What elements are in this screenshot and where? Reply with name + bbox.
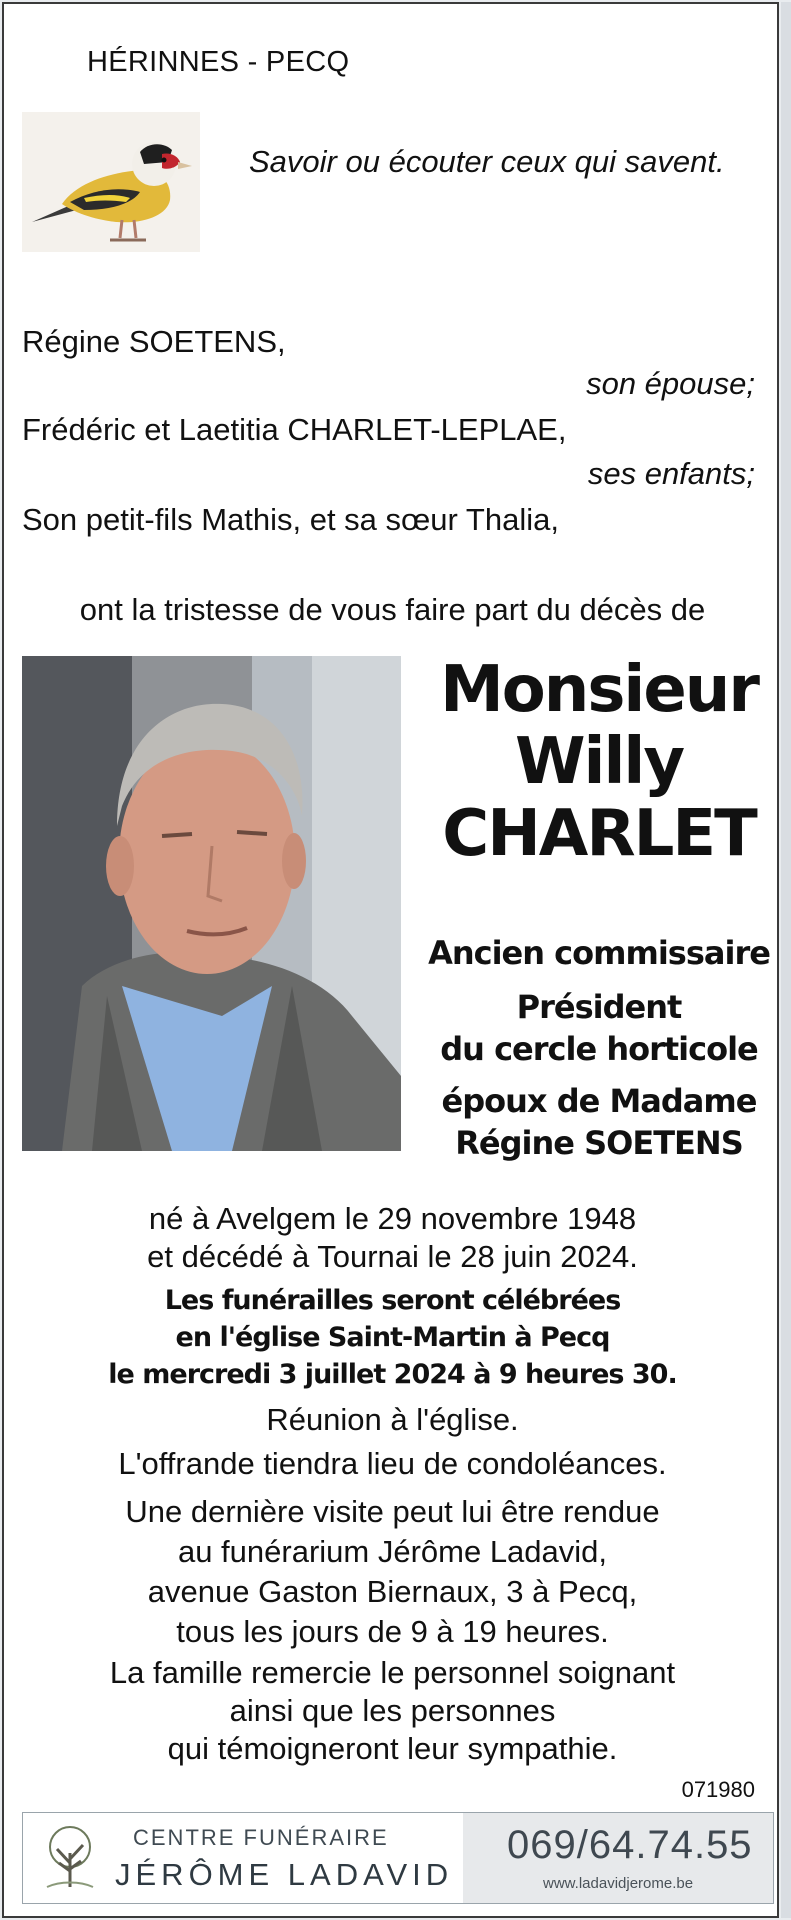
deceased-title: Monsieur: [440, 653, 758, 727]
visit-line: tous les jours de 9 à 19 heures.: [176, 1614, 609, 1649]
funeral-home-banner: [22, 1812, 774, 1904]
deceased-roles: [414, 932, 784, 1164]
portrait-photo: [22, 656, 401, 1151]
announcement-text: ont la tristesse de vous faire part du décès de: [79, 592, 706, 627]
funeral-line: Les funérailles seront célébrées: [164, 1285, 621, 1316]
company-line-2: JÉRÔME LADAVID: [115, 1857, 454, 1892]
thanks-line: La famille remercie le personnel soignant: [109, 1655, 676, 1690]
funeral-line: le mercredi 3 juillet 2024 à 9 heures 30.: [108, 1359, 677, 1390]
birth-death-details: [4, 1200, 781, 1276]
reunion-note: Réunion à l'église.: [266, 1402, 519, 1437]
relation-spouse: son épouse;: [586, 366, 755, 401]
offering-note: L'offrande tiendra lieu de condoléances.: [118, 1446, 667, 1481]
thanks-line: qui témoigneront leur sympathie.: [167, 1731, 618, 1766]
obituary-notice: [2, 2, 779, 1918]
reference-number: 071980: [681, 1777, 755, 1802]
family-member-children: Frédéric et Laetitia CHARLET-LEPLAE,: [22, 412, 567, 447]
family-member-spouse: Régine SOETENS,: [22, 324, 286, 359]
role-line: Ancien commissaire: [428, 934, 770, 972]
role-line: Régine SOETENS: [455, 1124, 743, 1162]
relation-children: ses enfants;: [587, 456, 755, 491]
birth-line: né à Avelgem le 29 novembre 1948: [148, 1201, 637, 1236]
deceased-last-name: CHARLET: [442, 797, 756, 871]
website-link[interactable]: www.ladavidjerome.be: [543, 1875, 694, 1892]
visit-line: Une dernière visite peut lui être rendue: [125, 1494, 660, 1529]
family-member-grandchildren: Son petit-fils Mathis, et sa sœur Thalia,: [22, 502, 559, 537]
page-edge: [781, 2, 791, 1918]
role-line: du cercle horticole: [440, 1030, 758, 1068]
visit-line: avenue Gaston Biernaux, 3 à Pecq,: [147, 1574, 638, 1609]
funeral-line: en l'église Saint-Martin à Pecq: [175, 1322, 610, 1353]
deceased-name-block: [414, 654, 784, 870]
company-line-1: CENTRE FUNÉRAIRE: [133, 1825, 389, 1850]
death-line: et décédé à Tournai le 28 juin 2024.: [147, 1239, 638, 1274]
phone-number[interactable]: 069/64.74.55: [507, 1823, 753, 1867]
thanks-line: ainsi que les personnes: [229, 1693, 556, 1728]
motto-quote: Savoir ou écouter ceux qui savent.: [249, 144, 725, 179]
thanks-message: [4, 1654, 781, 1768]
funeral-details: [4, 1282, 781, 1393]
deceased-first-name: Willy: [514, 725, 684, 799]
role-line: Président: [516, 988, 682, 1026]
visit-line: au funérarium Jérôme Ladavid,: [177, 1534, 608, 1569]
location-heading: HÉRINNES - PECQ: [87, 46, 350, 78]
role-line: époux de Madame: [441, 1082, 757, 1120]
tree-logo-icon: [35, 1823, 105, 1895]
visitation-details: [4, 1492, 781, 1652]
goldfinch-illustration: [22, 112, 200, 252]
